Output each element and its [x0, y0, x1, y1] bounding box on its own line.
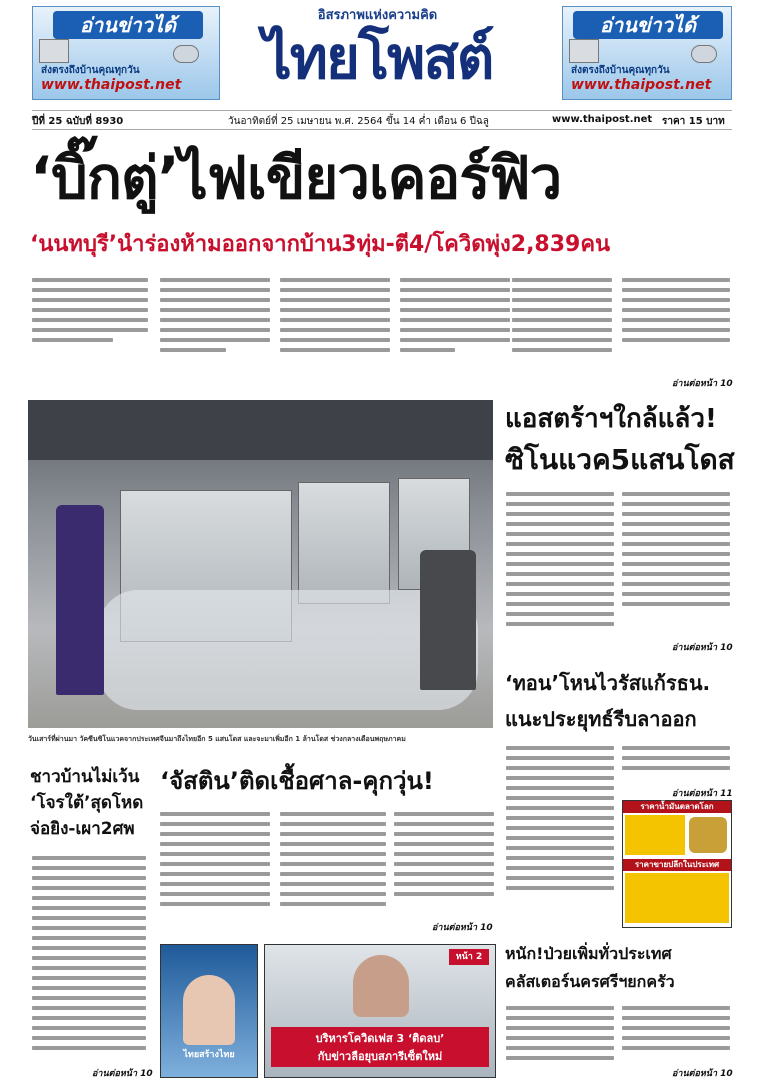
- masthead-slogan: อิสรภาพแห่งความคิด: [317, 8, 438, 23]
- promo-page2[interactable]: [264, 944, 496, 1078]
- story6-headline2: คลัสเตอร์นครศรีฯยกครัว: [505, 972, 675, 991]
- ad-left-url: www.thaipost.net: [41, 77, 182, 93]
- story3-column-2: [622, 740, 730, 780]
- mouse-icon: [173, 45, 199, 63]
- story6-headline1: หนัก!ป่วยเพิ่มทั่วประเทศ: [505, 944, 672, 963]
- oil-price-box: [622, 800, 732, 928]
- ad-right[interactable]: [562, 6, 732, 100]
- ad-left-sub: ส่งตรงถึงบ้านคุณทุกวัน: [41, 65, 140, 76]
- story3-headline2: แนะประยุทธ์รีบลาออก: [505, 707, 697, 731]
- read-more-story2[interactable]: อ่านต่อหน้า 10: [672, 643, 733, 653]
- person-photo: [353, 955, 409, 1017]
- promo-magazine[interactable]: [160, 944, 258, 1078]
- read-more-story5[interactable]: อ่านต่อหน้า 10: [432, 923, 493, 933]
- story5-headline: ‘จัสติน’ติดเชื้อศาล-คุกวุ่น!: [160, 767, 434, 795]
- read-more-story3[interactable]: อ่านต่อหน้า 11: [672, 789, 733, 799]
- ad-right-sub: ส่งตรงถึงบ้านคุณทุกวัน: [571, 65, 670, 76]
- issue-date: วันอาทิตย์ที่ 25 เมษายน พ.ศ. 2564 ขึ้น 14 ค่ำ เดือน 6 ปีฉลู: [228, 116, 489, 127]
- masthead: [200, 4, 555, 94]
- read-more-lead[interactable]: อ่านต่อหน้า 10: [672, 379, 733, 389]
- issue-number: ปีที่ 25 ฉบับที่ 8930: [32, 116, 124, 127]
- photo-caption: วันเสาร์ที่ผ่านมา วัคซีนซิโนแวคจากประเทศจีนมาถึงไทยอีก 5 แสนโดส และจะมาเพิ่มอีก 1 ล้านโดส ช่วงกลางเดือนพฤษภาคม: [28, 735, 406, 743]
- story5-column-2: [280, 806, 386, 926]
- lead-column-1: [32, 272, 148, 384]
- read-more-story4[interactable]: อ่านต่อหน้า 10: [92, 1069, 153, 1079]
- story4-headline3: จ่อยิง-เผา2ศพ: [30, 819, 135, 839]
- story2-column-1: [506, 486, 614, 652]
- story4-headline2: ‘โจรใต้’สุดโหด: [30, 793, 144, 813]
- oil-box-title2: ราคาขายปลีกในประเทศ: [623, 859, 731, 871]
- oil-pump-icon: [689, 817, 727, 853]
- story4-column: [32, 850, 146, 1060]
- read-more-story6[interactable]: อ่านต่อหน้า 10: [672, 1069, 733, 1079]
- lead-photo: [28, 400, 493, 728]
- worker-person: [420, 550, 476, 690]
- ad-left[interactable]: [32, 6, 220, 100]
- info-bar: [32, 110, 732, 130]
- story3-headline1: ‘ทอน’โหนไวรัสแก้รธน.: [505, 671, 711, 695]
- oil-box-title: ราคาน้ำมันตลาดโลก: [623, 801, 731, 813]
- ceiling: [28, 400, 493, 460]
- oil-world-table: [625, 815, 685, 855]
- masthead-title: ไทยโพสต์: [262, 24, 493, 92]
- ad-left-title: อ่านข่าวได้: [53, 11, 203, 39]
- ad-right-title: อ่านข่าวได้: [573, 11, 723, 39]
- computer-icon: [39, 39, 69, 63]
- lead-column-5: [512, 272, 612, 384]
- promo-magazine-tag: ไทยสร้างไทย: [183, 1050, 235, 1060]
- site-url[interactable]: www.thaipost.net: [552, 114, 653, 125]
- ad-right-url: www.thaipost.net: [571, 77, 712, 93]
- lead-column-2: [160, 272, 270, 384]
- story3-column-1: [506, 740, 614, 920]
- story6-column-1: [506, 1000, 614, 1070]
- story5-column-3: [394, 806, 494, 916]
- promo-page-tag: หน้า 2: [449, 949, 489, 965]
- story2-headline1: แอสตร้าฯใกล้แล้ว!: [505, 404, 717, 434]
- story6-column-2: [622, 1000, 730, 1060]
- story2-headline2: ซิโนแวค5แสนโดส: [505, 443, 735, 476]
- price: ราคา 15 บาท: [662, 116, 725, 127]
- lead-column-4: [400, 272, 510, 384]
- promo-line2: กับข่าวลือยุบสภารีเซ็ตใหม่: [317, 1050, 443, 1063]
- oil-retail-table: [625, 873, 729, 923]
- worker-person: [56, 505, 104, 695]
- person-photo: [183, 975, 235, 1045]
- story2-column-2: [622, 486, 730, 636]
- computer-icon: [569, 39, 599, 63]
- promo-line1: บริหารโควิดเฟส 3 ‘ติดลบ’: [315, 1032, 445, 1045]
- lead-column-3: [280, 272, 390, 384]
- main-headline: ‘บิ๊กตู่’ไฟเขียวเคอร์ฟิว: [30, 144, 562, 212]
- crate: [298, 482, 390, 604]
- lead-column-6: [622, 272, 730, 372]
- mouse-icon: [691, 45, 717, 63]
- story5-column-1: [160, 806, 270, 926]
- main-subhead: ‘นนทบุรี’นำร่องห้ามออกจากบ้าน3ทุ่ม-ตี4/โควิดพุ่ง2,839คน: [30, 232, 611, 257]
- story4-headline1: ชาวบ้านไม่เว้น: [30, 767, 140, 787]
